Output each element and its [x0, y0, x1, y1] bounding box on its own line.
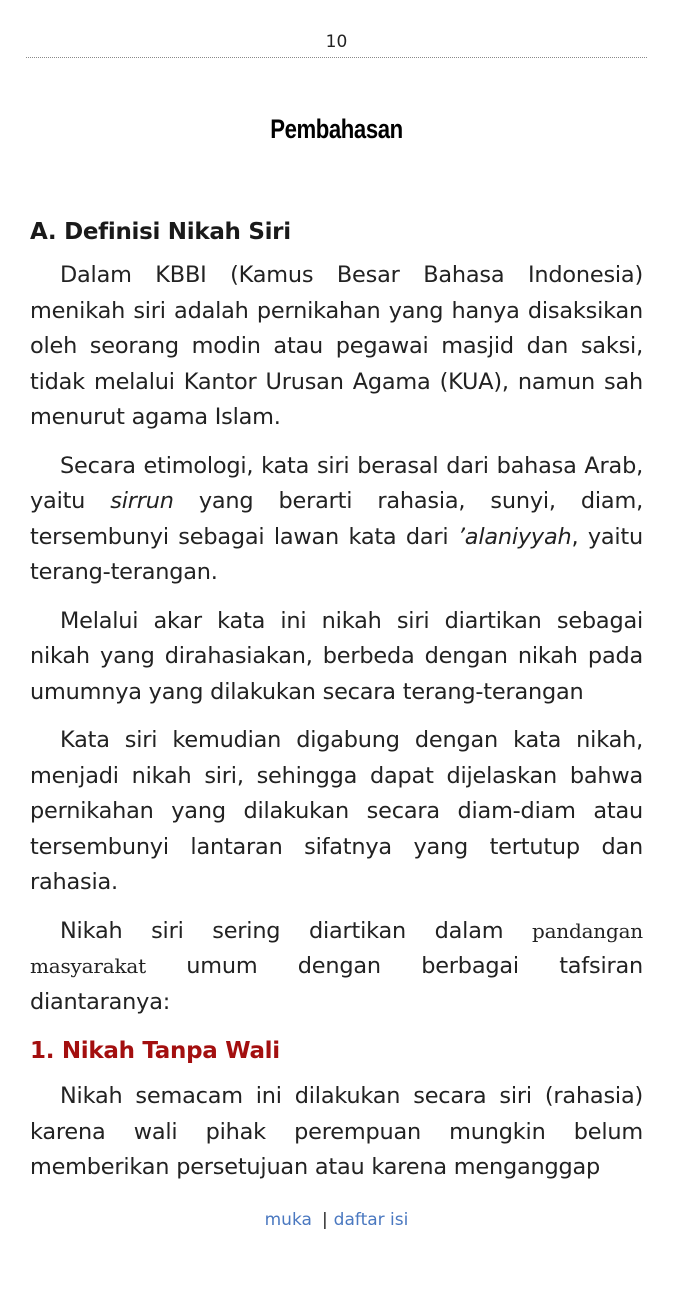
text-run: yang berarti rahasia, sunyi, diam, tersembunyi sebagai lawan kata dari	[30, 488, 643, 550]
section-heading-definisi: A. Definisi Nikah Siri	[30, 219, 291, 245]
text-run: Nikah siri sering diartikan dalam	[60, 917, 532, 944]
chapter-title: Pembahasan	[270, 114, 403, 144]
term-alaniyyah: ’alaniyyah	[457, 523, 572, 550]
footer-nav	[0, 1210, 673, 1230]
paragraph-kbbi: Dalam KBBI (Kamus Besar Bahasa Indonesia) menikah siri adalah pernikahan yang hanya disaksikan oleh seorang modin atau pegawai masjid dan saksi, tidak melalui Kantor Urusan Agama (KUA), namun sah menurut agama Islam.	[30, 262, 643, 430]
paragraph-pandangan	[30, 914, 643, 1021]
nav-separator: |	[321, 1210, 328, 1230]
paragraph-etimologi	[30, 449, 643, 591]
term-sirrun: sirrun	[110, 488, 174, 514]
text-run: Secara etimologi, kata siri berasal dari bahasa Arab, yaitu	[30, 452, 643, 514]
paragraph-akar-kata: Melalui akar kata ini nikah siri diartikan sebagai nikah yang dirahasiakan, berbeda dengan nikah pada umumnya yang dilakukan secara terang-terangan	[30, 607, 643, 705]
text-run-serif: pandangan masyarakat	[30, 918, 643, 978]
header-rule	[26, 57, 647, 58]
paragraph-nikah-semacam: Nikah semacam ini dilakukan secara siri (rahasia) karena wali pihak perempuan mungkin belum memberikan persetujuan atau karena menganggap	[30, 1083, 643, 1180]
subheading-nikah-tanpa-wali: 1. Nikah Tanpa Wali	[30, 1038, 280, 1064]
home-link[interactable]: muka	[264, 1210, 312, 1230]
paragraph-kata-siri: Kata siri kemudian digabung dengan kata nikah, menjadi nikah siri, sehingga dapat dijelaskan bahwa pernikahan yang dilakukan secara diam-diam atau tersembunyi lantaran sifatnya yang tertutup dan rahasia.	[30, 727, 643, 895]
text-run: , yaitu terang-terangan.	[30, 523, 643, 585]
page-number: 10	[325, 32, 348, 52]
content-viewport	[0, 214, 673, 1194]
page-content	[30, 214, 643, 1194]
table-of-contents-link[interactable]: daftar isi	[333, 1210, 409, 1230]
text-run: umum dengan berbagai tafsiran diantaranya:	[30, 953, 643, 1015]
